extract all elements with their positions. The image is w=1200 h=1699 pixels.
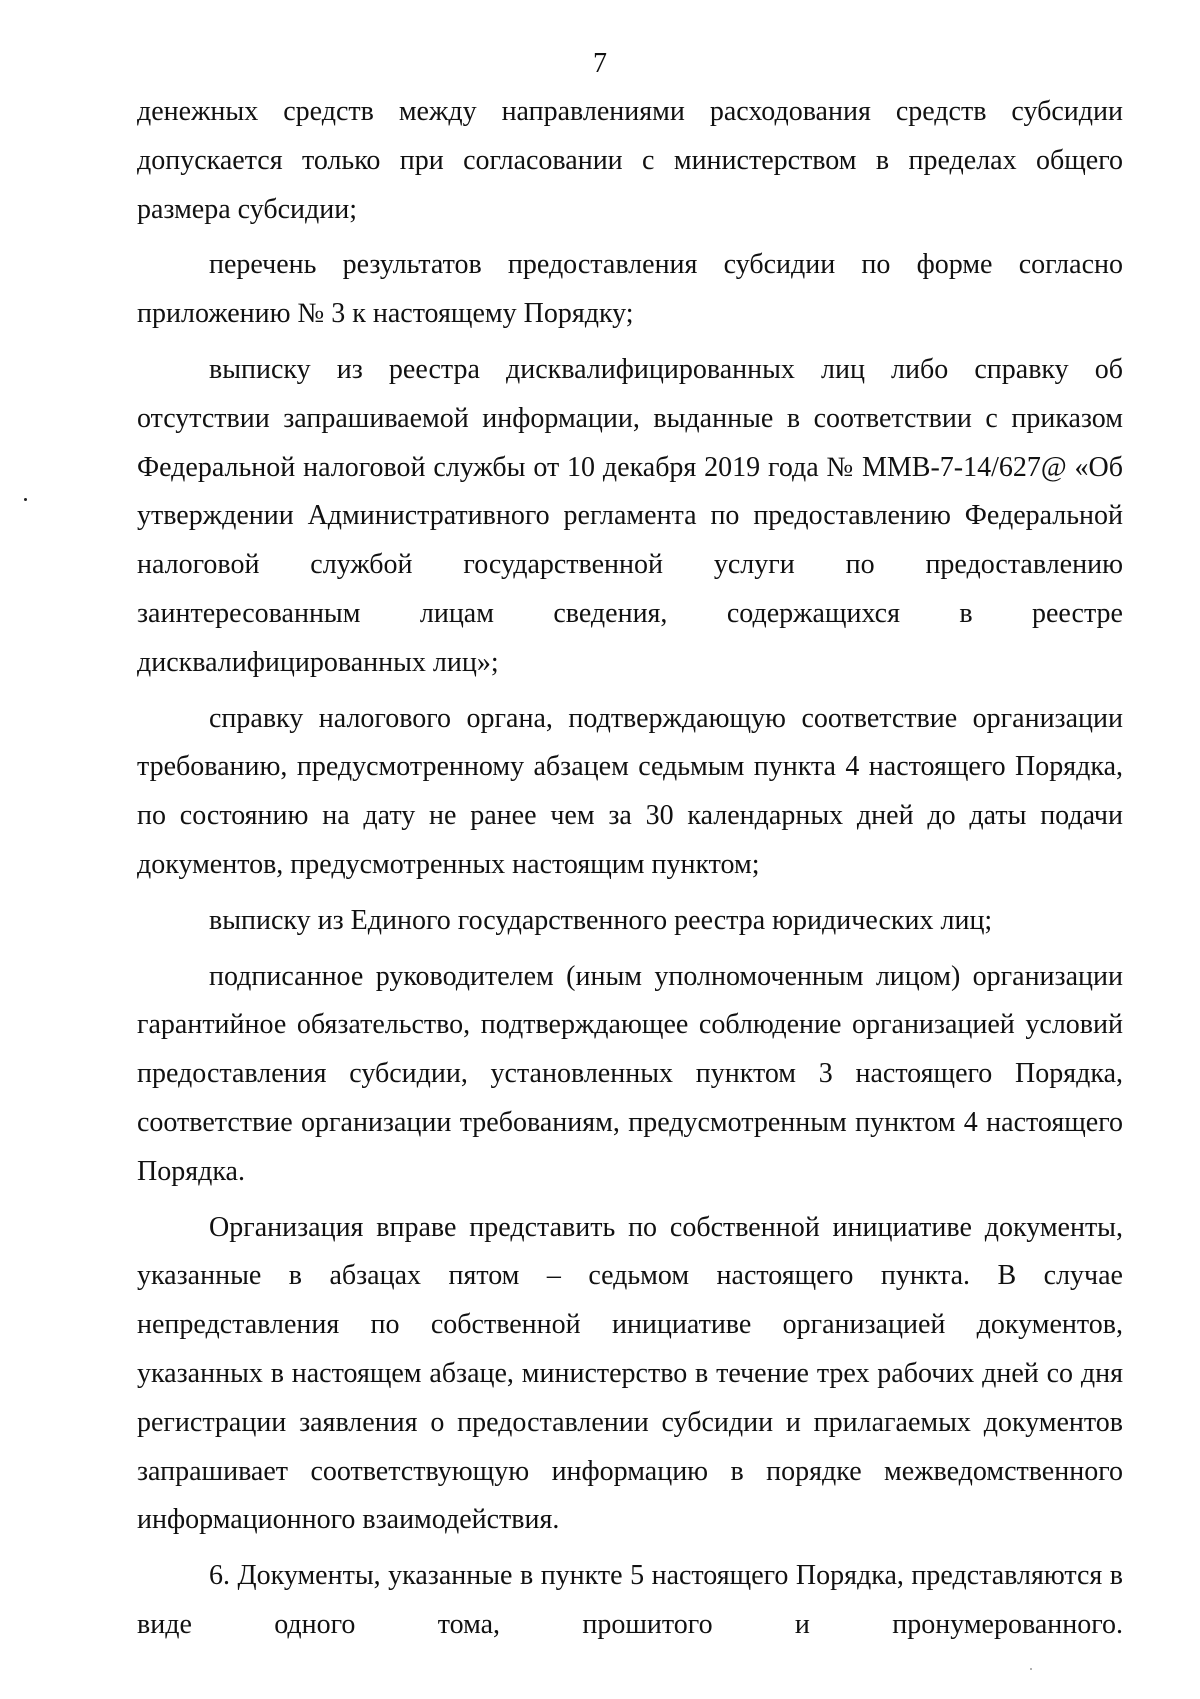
paragraph-tax-certificate: справку налогового органа, подтверждающую соответствие организации требованию, предусмотренному абзацем седьмым пункта 4 настоящего Порядка, по состоянию на дату не ранее чем за 30 календарных дней до даты подачи документов, предусмотренных настоящим пунктом; bbox=[137, 702, 1123, 880]
paragraph-disqualified-registry: выписку из реестра дисквалифицированных лиц либо справку об отсутствии запрашиваемой информации, выданные в соответствии с приказом Федеральной налоговой службы от 10 декабря 2019 года № ММВ-7-14/627@ «Об утверждении Административного регламента по предоставлению Федеральной налоговой службой государственной услуги по предоставлению заинтересованным лицам сведения, содержащихся в реестре дисквалифицированных лиц»; bbox=[137, 353, 1123, 678]
paragraph-item-6: 6. Документы, указанные в пункте 5 настоящего Порядка, представляются в виде одного тома, прошитого и пронумерованного. bbox=[137, 1560, 1123, 1640]
paragraph-results-list: перечень результатов предоставления субсидии по форме согласно приложению № 3 к настоящему Порядку; bbox=[137, 249, 1123, 330]
scan-speck bbox=[24, 498, 27, 501]
paragraph-guarantee-obligation: подписанное руководителем (иным уполномоченным лицом) организации гарантийное обязательство, подтверждающее соблюдение организацией условий предоставления субсидии, установленных пунктом 3 настоящего Порядка, соответствие организации требованиям, предусмотренным пунктом 4 настоящего Порядка. bbox=[137, 960, 1123, 1187]
paragraph-own-initiative: Организация вправе представить по собственной инициативе документы, указанные в абзацах пятом – седьмом настоящего пункта. В случае непредставления по собственной инициативе организацией документов, указанных в настоящем абзаце, министерство в течение трех рабочих дней со дня регистрации заявления о предоставлении субсидии и прилагаемых документов запрашивает соответствующую информацию в порядке межведомственного информационного взаимодействия. bbox=[137, 1211, 1123, 1536]
paragraph-funds-redistribution: денежных средств между направлениями расходования средств субсидии допускается только при согласовании с министерством в пределах общего размера субсидии; bbox=[137, 96, 1123, 225]
paragraph-legal-entities-extract: выписку из Единого государственного реестра юридических лиц; bbox=[209, 904, 993, 936]
document-body bbox=[137, 88, 1123, 1657]
scan-speck bbox=[1030, 1668, 1032, 1670]
page-number: 7 bbox=[593, 48, 607, 79]
